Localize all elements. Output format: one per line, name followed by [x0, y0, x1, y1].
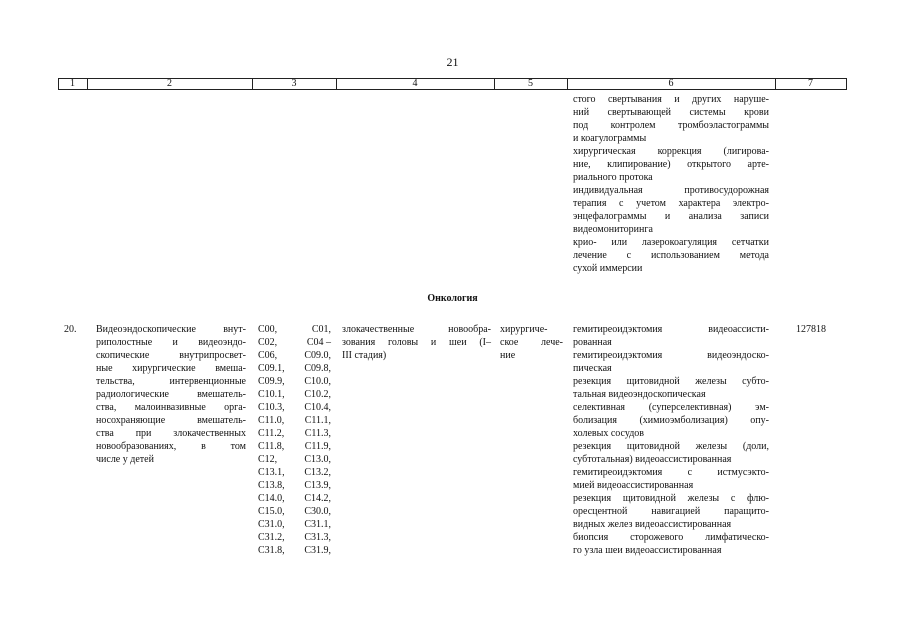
icd-code: C10.4,	[304, 402, 331, 413]
code-pair	[258, 362, 331, 375]
text-line: тальная видеоэндоскопическая	[573, 389, 706, 400]
icd-code: C09.1,	[258, 363, 285, 374]
icd-code: C14.0,	[258, 493, 285, 504]
row-number: 20.	[64, 324, 77, 335]
code-pair	[258, 544, 331, 557]
text-line: тельства, интервенционные	[96, 376, 246, 387]
text-line: хирургиче-	[500, 324, 548, 335]
icd-code: C00,	[258, 324, 278, 335]
text-line: субтотальная) видеоассистированная	[573, 454, 732, 465]
text-line: рованная	[573, 337, 612, 348]
icd-code: C31.8,	[258, 545, 285, 556]
code-pair	[258, 440, 331, 453]
column-header-2: 2	[167, 78, 172, 89]
treatment-type	[500, 323, 563, 362]
icd-code: C10.2,	[304, 389, 331, 400]
icd-code: C10.3,	[258, 402, 285, 413]
text-line: носохраняющие вмешатель-	[96, 415, 246, 426]
text-line: терапия с учетом характера электро-	[573, 198, 769, 209]
code-pair	[258, 401, 331, 414]
continuation-methods	[573, 93, 769, 275]
text-line: пическая	[573, 363, 612, 374]
icd-code: C12,	[258, 454, 278, 465]
text-line: радиологические вмешатель-	[96, 389, 246, 400]
text-line: новообразованиях, в том	[96, 441, 246, 452]
text-line: под контролем тромбоэластограммы	[573, 120, 769, 131]
text-line: го узла шеи видеоассистированная	[573, 545, 722, 556]
icd-code: C13.2,	[304, 467, 331, 478]
icd-code: C13.0,	[304, 454, 331, 465]
icd-code: C09.9,	[258, 376, 285, 387]
intervention-name	[96, 323, 246, 466]
code-pair	[258, 505, 331, 518]
column-header-6: 6	[668, 78, 674, 89]
column-header-3: 3	[291, 78, 297, 89]
code-pair	[258, 388, 331, 401]
text-line: Видеоэндоскопические внут-	[96, 324, 246, 335]
text-line: ства, малоинвазивные орга-	[96, 402, 246, 413]
icd-code: C11.0,	[258, 415, 285, 426]
icd-code: C01,	[311, 324, 331, 335]
column-header-5: 5	[528, 78, 533, 89]
icd-code: C10.1,	[258, 389, 285, 400]
text-line: гемитиреоидэктомия видеоассисти-	[573, 324, 769, 335]
text-line: гемитиреоидэктомия видеоэндоско-	[573, 350, 769, 361]
text-line: резекция щитовидной железы (доли,	[573, 441, 769, 452]
code-pair	[258, 375, 331, 388]
code-pair	[258, 531, 331, 544]
text-line: лечение с использованием метода	[573, 250, 769, 261]
text-line: ние	[500, 350, 516, 361]
diagnosis	[342, 323, 491, 362]
icd-code: C31.1,	[304, 519, 331, 530]
text-line: резекция щитовидной железы субто-	[573, 376, 769, 387]
column-header-4: 4	[412, 78, 418, 89]
table-header-bottom-rule	[58, 89, 847, 90]
text-line: видеомониторинга	[573, 224, 653, 235]
column-header-1: 1	[70, 78, 75, 89]
text-line: ние, клипирование) открытого арте-	[573, 159, 769, 170]
text-line: скопические внутрипросвет-	[96, 350, 246, 361]
text-line: болизация (химиоэмболизация) опу-	[573, 415, 769, 426]
text-line: мией видеоассистированная	[573, 480, 694, 491]
icd-code: C31.0,	[258, 519, 285, 530]
code-pair	[258, 479, 331, 492]
text-line: резекция щитовидной железы с флю-	[573, 493, 769, 504]
icd-codes	[258, 323, 331, 557]
icd-code: C02,	[258, 337, 278, 348]
text-line: селективная (суперселективная) эм-	[573, 402, 769, 413]
icd-code: C10.0,	[304, 376, 331, 387]
cost-value: 127818	[796, 324, 826, 335]
icd-code: C31.3,	[304, 532, 331, 543]
icd-code: C31.2,	[258, 532, 285, 543]
icd-code: C09.8,	[304, 363, 331, 374]
text-line: энцефалограммы и анализа записи	[573, 211, 769, 222]
code-pair	[258, 453, 331, 466]
icd-code: C11.9,	[304, 441, 331, 452]
treatment-methods	[573, 323, 769, 557]
code-pair	[258, 414, 331, 427]
icd-code: C11.2,	[258, 428, 285, 439]
text-line: числе у детей	[96, 454, 154, 465]
text-line: риполостные и видеоэндо-	[96, 337, 246, 348]
code-pair	[258, 518, 331, 531]
text-line: III стадия)	[342, 350, 387, 361]
icd-code: C11.1,	[304, 415, 331, 426]
table-header-row	[58, 78, 847, 89]
icd-code: C15.0,	[258, 506, 285, 517]
icd-code: C11.8,	[258, 441, 285, 452]
code-pair	[258, 349, 331, 362]
text-line: ные хирургические вмеша-	[96, 363, 246, 374]
icd-code: C14.2,	[304, 493, 331, 504]
code-pair	[258, 427, 331, 440]
column-header-7: 7	[808, 78, 813, 89]
code-pair	[258, 323, 331, 336]
text-line: ний свертывающей системы крови	[573, 107, 769, 118]
text-line: и коагулограммы	[573, 133, 647, 144]
text-line: индивидуальная противосудорожная	[573, 185, 769, 196]
text-line: ства при злокачественных	[96, 428, 246, 439]
text-line: крио- или лазерокоагуляция сетчатки	[573, 237, 769, 248]
text-line: риального протока	[573, 172, 653, 183]
code-pair	[258, 466, 331, 479]
icd-code: C13.1,	[258, 467, 285, 478]
text-line: ское лече-	[500, 337, 563, 348]
text-line: хирургическая коррекция (лигирова-	[573, 146, 769, 157]
code-pair	[258, 492, 331, 505]
text-line: гемитиреоидэктомия с истмусэкто-	[573, 467, 769, 478]
page-number: 21	[446, 55, 459, 69]
text-line: сухой иммерсии	[573, 263, 643, 274]
icd-code: C31.9,	[304, 545, 331, 556]
text-line: злокачественные новообра-	[342, 324, 491, 335]
icd-code: C09.0,	[304, 350, 331, 361]
text-line: оресцентной навигацией паращито-	[573, 506, 769, 517]
text-line: биопсия сторожевого лимфатическо-	[573, 532, 769, 543]
icd-code: C04 –	[306, 337, 331, 348]
section-title: Онкология	[427, 293, 478, 304]
icd-code: C13.9,	[304, 480, 331, 491]
text-line: стого свертывания и других наруше-	[573, 94, 769, 105]
text-line: холевых сосудов	[573, 428, 645, 439]
icd-code: C30.0,	[304, 506, 331, 517]
icd-code: C13.8,	[258, 480, 285, 491]
code-pair	[258, 336, 331, 349]
text-line: видных желез видеоассистированная	[573, 519, 732, 530]
text-line: зования головы и шеи (I–	[342, 337, 491, 348]
icd-code: C06,	[258, 350, 278, 361]
icd-code: C11.3,	[304, 428, 331, 439]
